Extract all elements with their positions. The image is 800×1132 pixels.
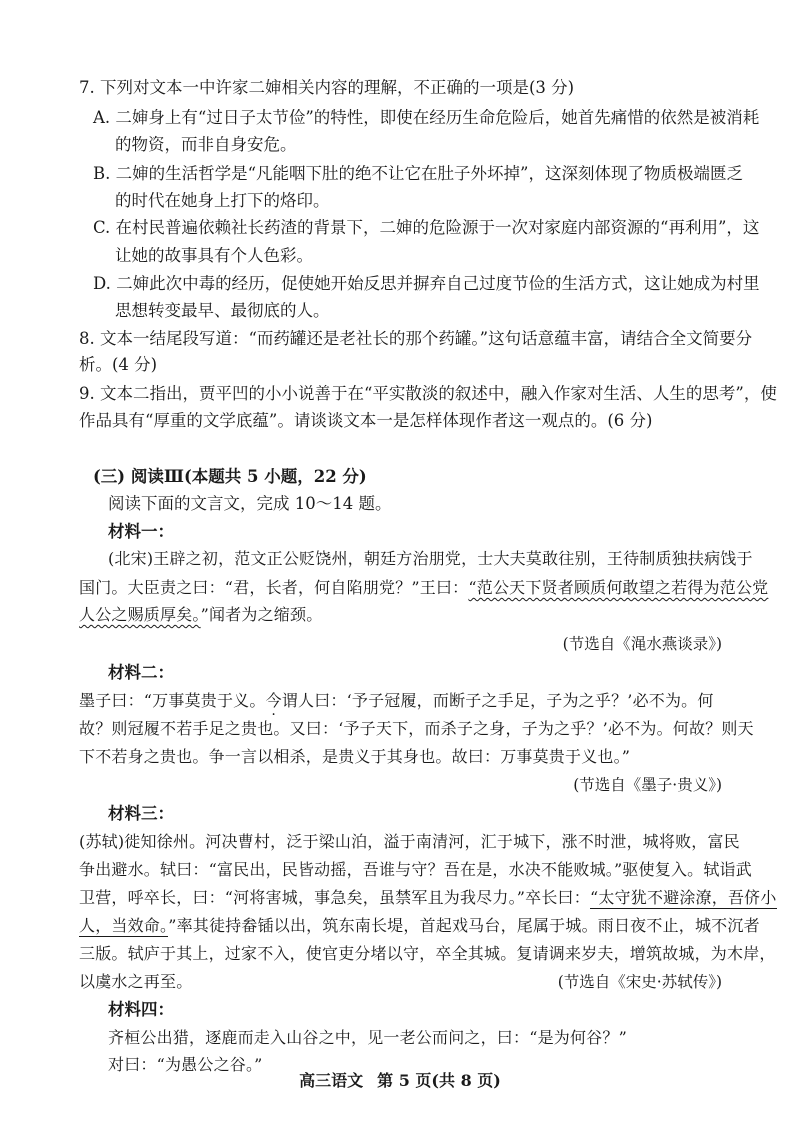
material3-line5: 三版。轼庐于其上，过家不入，使官吏分堵以守，卒全其城。复请调来岁夫，增筑故城，为木岸，: [79, 944, 776, 963]
material4-line1: 齐桓公出猎，逐鹿而走入山谷之中，见一老公而问之，曰：“是为何谷？”: [108, 1028, 627, 1047]
material2-line1-c: 谓人曰：‘予子冠履，而断子之手足，子为之乎？’必不为。何: [281, 691, 714, 710]
section3-instruction: 阅读下面的文言文，完成 10～14 题。: [108, 494, 392, 513]
material2-line2: 故？则冠履不若手足之贵也。又曰：‘予子天下，而杀子之身，子为之乎？’必不为。何故？则天: [79, 719, 754, 738]
material3-line3: [79, 887, 777, 909]
q7-option-b-line1: B. 二婶的生活哲学是“凡能咽下肚的绝不让它在肚子外坏掉”，这深刻体现了物质极端匮乏: [93, 164, 743, 183]
material3-title: 材料三：: [108, 804, 174, 823]
material2-line1: [79, 690, 714, 712]
material3-line6: 以虞水之再至。: [79, 972, 193, 991]
material1-line2: [79, 577, 768, 599]
material4-title: 材料四：: [108, 1000, 174, 1019]
q7-option-c-line1: C. 在村民普遍依赖社长药渣的背景下，二婶的危险源于一次对家庭内部资源的“再利用”，这: [93, 218, 760, 237]
material1-title: 材料一：: [108, 522, 174, 541]
material2-title: 材料二：: [108, 663, 174, 682]
material1-source: (节选自《渑水燕谈录》): [562, 635, 722, 653]
material3-source: (节选自《宋史·苏轼传》): [557, 973, 722, 991]
material1-line3: [79, 604, 322, 626]
q9-line2: 作品具有“厚重的文学底蕴”。请谈谈文本一是怎样体现作者这一观点的。(6 分): [79, 411, 653, 430]
material3-line2: 争出避水。轼曰：“富民出，民皆动摇，吾谁与守？吾在是，水决不能败城。”驱使复入。轼诣武: [79, 860, 752, 879]
footer-subject: 高三语文: [299, 1071, 364, 1090]
q7-stem: 7. 下列对文本一中许家二婶相关内容的理解，不正确的一项是(3 分): [79, 78, 575, 97]
q7-option-d-line2: 思想转变最早、最彻底的人。: [115, 301, 330, 320]
material1-wavy-sentence-part1: “范公天下贤者顾质何敢望之若得为范公党: [468, 578, 769, 597]
material3-line3-text: 卫营，呼卒长，曰：“河将害城，事急矣，虽禁军且为我尽力。”卒长曰：: [79, 888, 590, 907]
material2-dotted-char: 今: [265, 691, 282, 710]
material2-line1-a: 墨子曰：“万事莫贵于义。: [79, 691, 266, 710]
section3-heading: (三) 阅读Ⅲ(本题共 5 小题，22 分): [93, 467, 367, 486]
q7-option-d-line1: D. 二婶此次中毒的经历，促使她开始反思并摒弃自己过度节俭的生活方式，这让她成为村里: [93, 274, 760, 293]
q7-option-a-line1: A. 二婶身上有“过日子太节俭”的特性，即使在经历生命危险后，她首先痛惜的依然是被消耗: [93, 108, 760, 127]
material1-line2-text: 国门。大臣责之曰：“君，长者，何自陷朋党？”王曰：: [79, 578, 469, 597]
material1-wavy-sentence-part2: 人公之赐质厚矣。: [79, 605, 201, 624]
q7-option-a-line2: 的物资，而非自身安危。: [115, 135, 297, 154]
q7-option-c-line2: 让她的故事具有个人色彩。: [115, 246, 313, 265]
material3-line1: (苏轼)徙知徐州。河决曹村，泛于梁山泊，溢于南清河，汇于城下，涨不时泄，城将败，富民: [79, 832, 740, 851]
material3-line4: [79, 915, 760, 937]
q7-option-b-line2: 的时代在她身上打下的烙印。: [115, 191, 330, 210]
page-footer: [0, 1068, 800, 1091]
material1-line3-text: ”闻者为之缩颈。: [200, 605, 323, 624]
q9-line1: 9. 文本二指出，贾平凹的小小说善于在“平实散淡的叙述中，融入作家对生活、人生的思考”，使: [79, 384, 777, 403]
material2-source: (节选自《墨子·贵义》): [573, 776, 722, 794]
q8-line2: 析。(4 分): [79, 355, 158, 374]
material3-underlined-part1: “太守犹不避涂潦，吾侪小: [589, 888, 777, 907]
footer-page-number: 第 5 页(共 8 页): [377, 1071, 501, 1090]
q8-line1: 8. 文本一结尾段写道：“而药罐还是老社长的那个药罐。”这句话意蕴丰富，请结合全文简要分: [79, 329, 753, 348]
material3-underlined-part2: 人，当效命。: [79, 916, 169, 935]
material2-line3: 下不若身之贵也。争一言以相杀，是贵义于其身也。故曰：万事莫贵于义也。”: [79, 747, 631, 766]
material4-line2: 对曰：“为愚公之谷。”: [108, 1055, 263, 1074]
material3-line4-text: ”率其徒持畚锸以出，筑东南长堤，首起戏马台，尾属于城。雨日夜不止，城不沉者: [168, 916, 760, 935]
material1-line1: (北宋)王辟之初，范文正公贬饶州，朝廷方治朋党，士大夫莫敢往别，王待制质独扶病饯于: [108, 549, 753, 568]
